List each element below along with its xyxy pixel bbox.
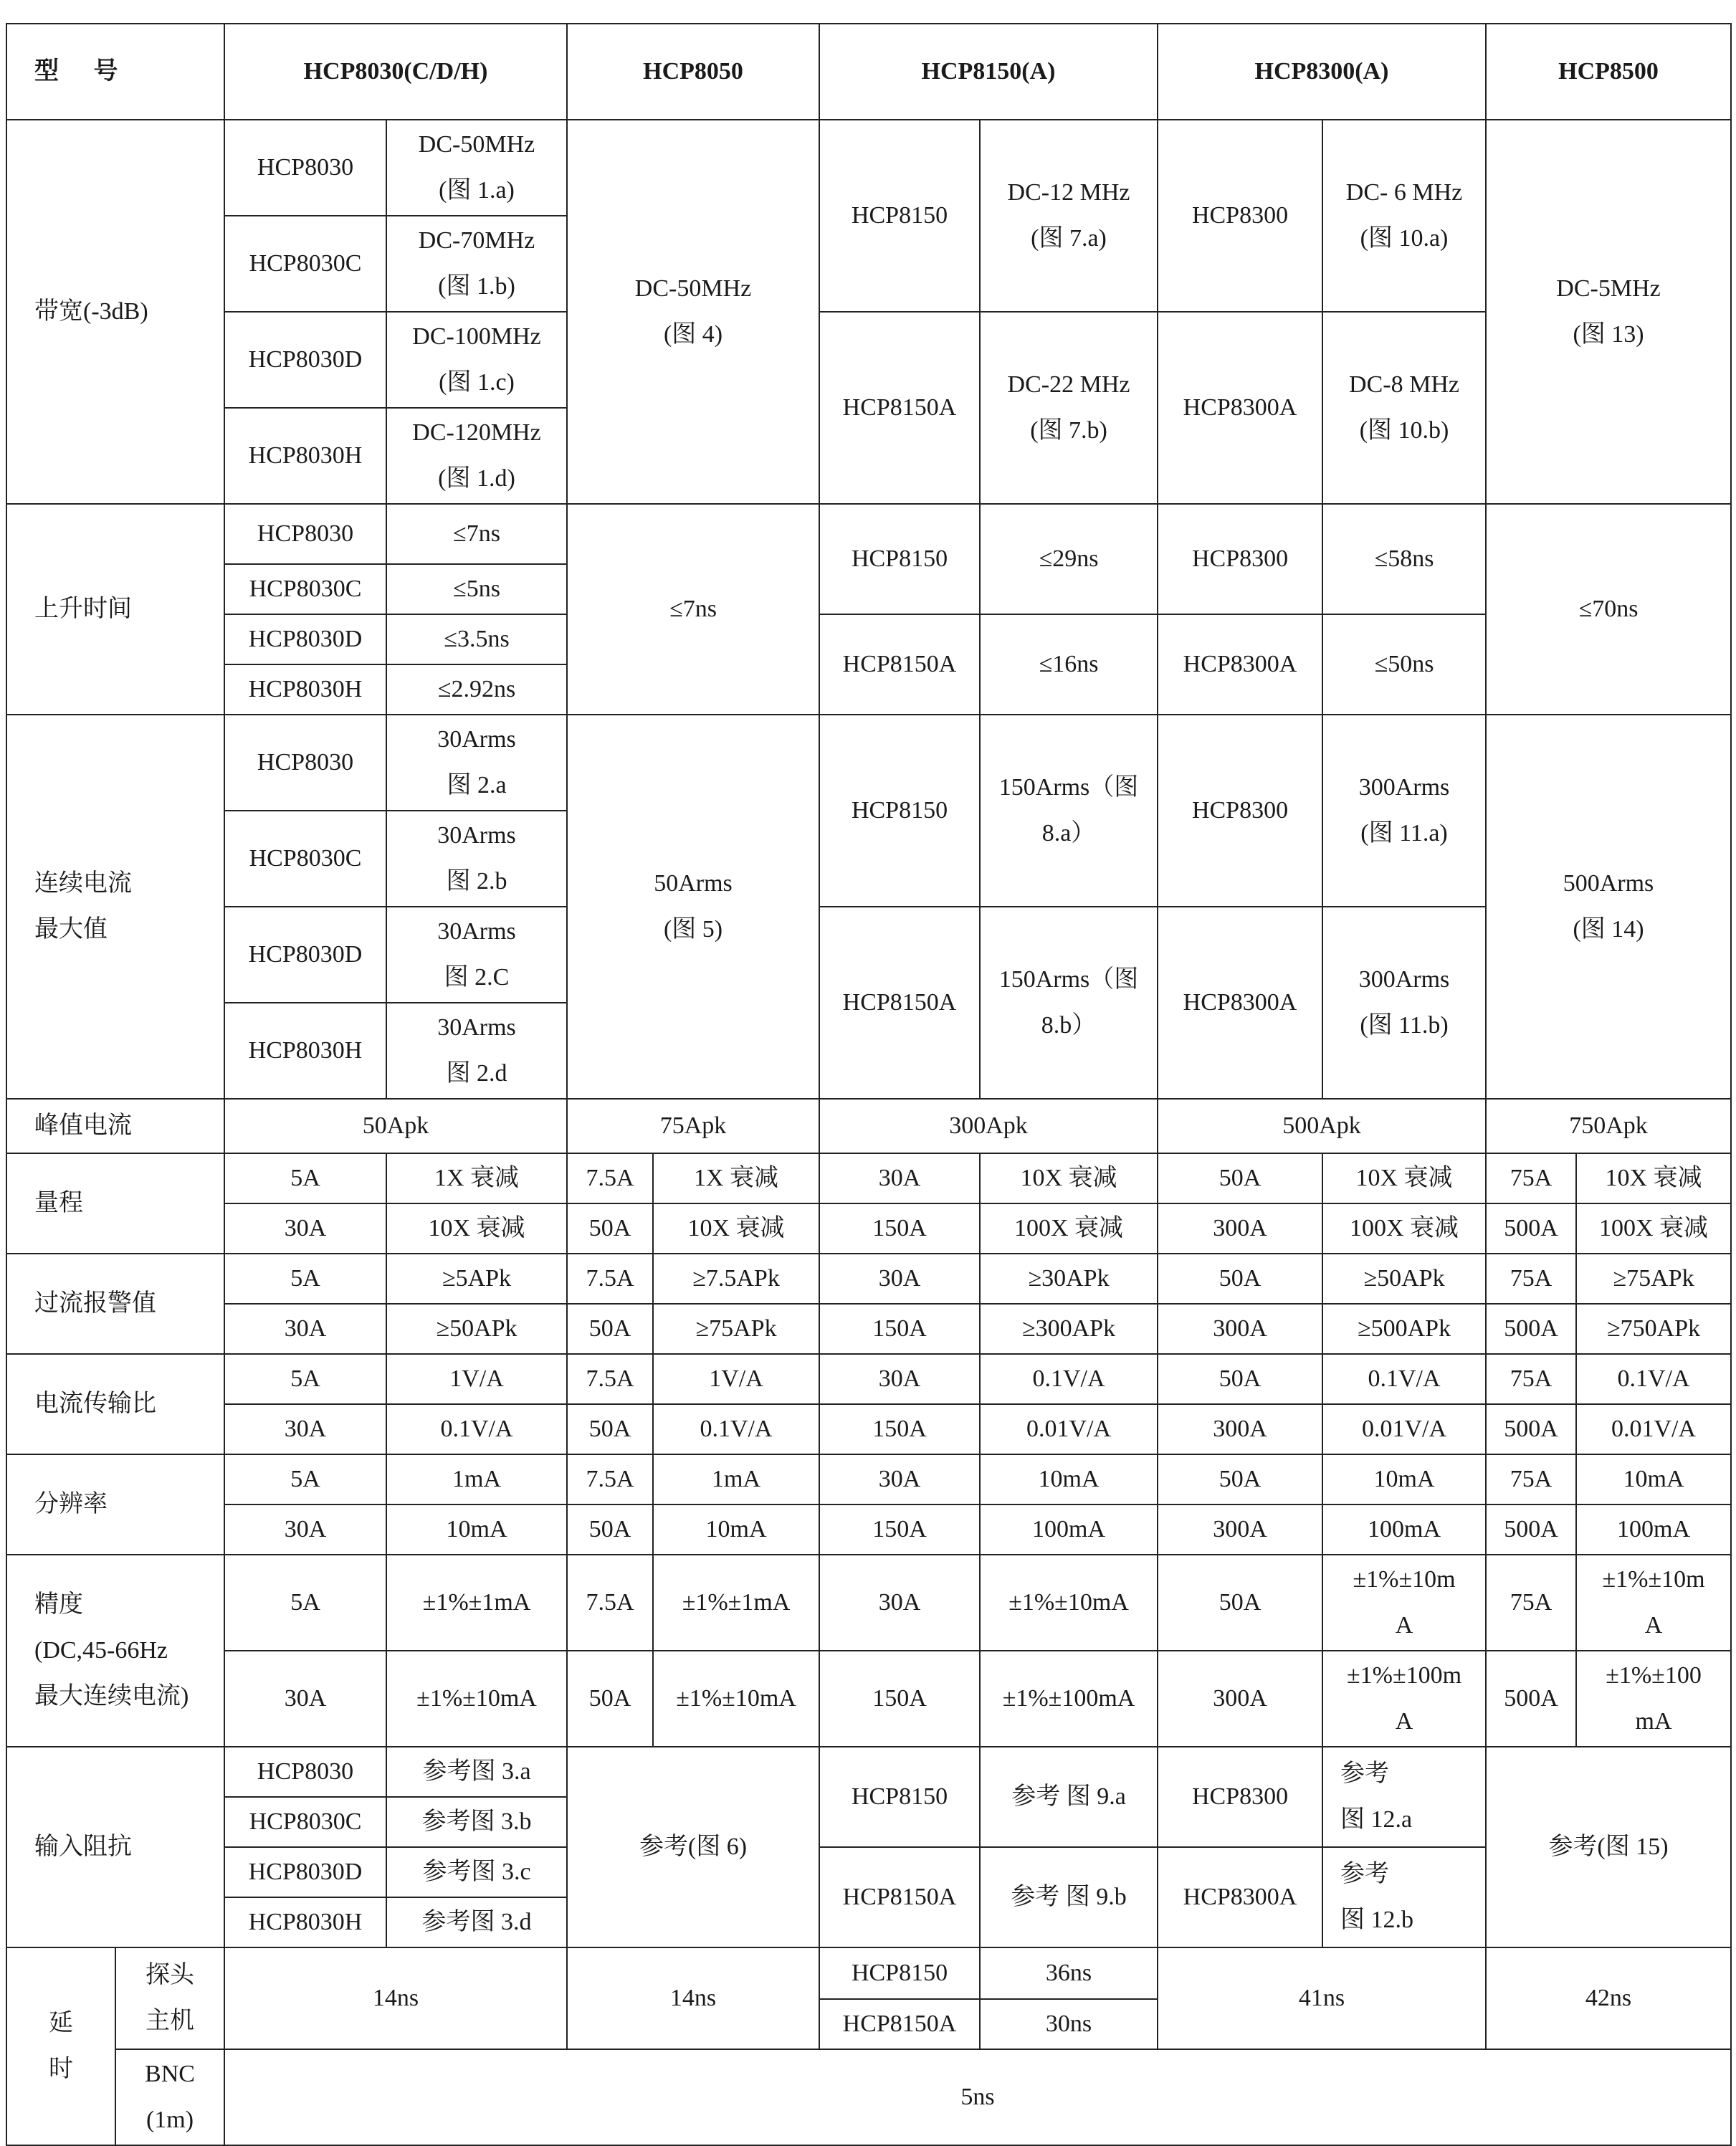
value-cell: 500A [1486, 1504, 1576, 1555]
value-cell: 14ns [567, 1947, 819, 2049]
model-cell: HCP8030C [224, 1797, 386, 1847]
value-cell: 100X 衰减 [980, 1203, 1158, 1254]
value-cell: 30Arms 图 2.C [386, 907, 567, 1003]
value-cell: 30ns [980, 1999, 1158, 2049]
value-cell: 41ns [1158, 1947, 1486, 2049]
transfer-ratio-row [6, 1404, 1731, 1454]
value-cell: ≤58ns [1322, 504, 1486, 614]
value-cell: ≤2.92ns [386, 664, 567, 715]
model-cell: HCP8300A [1158, 312, 1322, 504]
value-cell: 1X 衰减 [653, 1153, 819, 1203]
value-cell: 30Arms 图 2.a [386, 715, 567, 811]
model-cell: HCP8030 [224, 504, 386, 564]
delay-probe-label: 探头 主机 [115, 1947, 224, 2049]
value-cell: ≤29ns [980, 504, 1158, 614]
value-cell: 参考(图 6) [567, 1747, 819, 1947]
value-cell: ≥300APk [980, 1304, 1158, 1354]
transfer-ratio-label: 电流传输比 [6, 1354, 224, 1454]
value-cell: 500A [1486, 1651, 1576, 1747]
value-cell: 150Arms（图 8.a） [980, 715, 1158, 907]
value-cell: 150A [819, 1404, 980, 1454]
header-model-hcp8050: HCP8050 [567, 24, 819, 120]
model-cell: HCP8150 [819, 715, 980, 907]
model-cell: HCP8300 [1158, 504, 1322, 614]
value-cell: 100mA [1322, 1504, 1486, 1555]
value-cell: 参考 图 9.b [980, 1847, 1158, 1947]
value-cell: 5ns [224, 2049, 1731, 2145]
delay-row [6, 1947, 1731, 1999]
value-cell: 50A [567, 1651, 653, 1747]
model-cell: HCP8030 [224, 120, 386, 216]
value-cell: 30A [224, 1504, 386, 1555]
value-cell: 1X 衰减 [386, 1153, 567, 1203]
value-cell: 300A [1158, 1651, 1322, 1747]
value-cell: 300A [1158, 1203, 1322, 1254]
value-cell: ≥500APk [1322, 1304, 1486, 1354]
bandwidth-row [6, 120, 1731, 216]
model-cell: HCP8150 [819, 1747, 980, 1847]
value-cell: 30A [819, 1454, 980, 1504]
value-cell: 5A [224, 1254, 386, 1304]
value-cell: 0.01V/A [1576, 1404, 1731, 1454]
value-cell: 100mA [1576, 1504, 1731, 1555]
value-cell: 7.5A [567, 1454, 653, 1504]
value-cell: ≤50ns [1322, 614, 1486, 715]
value-cell: 7.5A [567, 1254, 653, 1304]
model-cell: HCP8150 [819, 1947, 980, 1999]
value-cell: 0.01V/A [1322, 1404, 1486, 1454]
value-cell: 300Arms (图 11.a) [1322, 715, 1486, 907]
model-cell: HCP8030D [224, 614, 386, 664]
value-cell: 30A [819, 1555, 980, 1651]
value-cell: 150A [819, 1203, 980, 1254]
value-cell: DC-70MHz (图 1.b) [386, 216, 567, 312]
value-cell: 30A [819, 1254, 980, 1304]
model-cell: HCP8300A [1158, 614, 1322, 715]
model-cell: HCP8150A [819, 614, 980, 715]
value-cell: 30A [819, 1354, 980, 1404]
value-cell: 50Apk [224, 1099, 567, 1153]
value-cell: 300A [1158, 1404, 1322, 1454]
continuous-current-label: 连续电流 最大值 [6, 715, 224, 1099]
value-cell: 5A [224, 1354, 386, 1404]
value-cell: DC-100MHz (图 1.c) [386, 312, 567, 408]
model-cell: HCP8300 [1158, 120, 1322, 312]
value-cell: 5A [224, 1153, 386, 1203]
model-cell: HCP8300 [1158, 1747, 1322, 1847]
overcurrent-label: 过流报警值 [6, 1254, 224, 1354]
value-cell: 参考 图 12.b [1322, 1847, 1486, 1947]
value-cell: 75Apk [567, 1099, 819, 1153]
accuracy-label: 精度 (DC,45-66Hz 最大连续电流) [6, 1555, 224, 1747]
value-cell: DC-5MHz (图 13) [1486, 120, 1731, 504]
value-cell: 300Arms (图 11.b) [1322, 907, 1486, 1099]
value-cell: 50A [567, 1404, 653, 1454]
resolution-row [6, 1504, 1731, 1555]
overcurrent-row [6, 1254, 1731, 1304]
model-cell: HCP8030 [224, 715, 386, 811]
value-cell: ≥50APk [1322, 1254, 1486, 1304]
value-cell: 10X 衰减 [1576, 1153, 1731, 1203]
value-cell: 50A [567, 1504, 653, 1555]
model-cell: HCP8030D [224, 1847, 386, 1897]
value-cell: 50A [1158, 1254, 1322, 1304]
value-cell: 0.01V/A [980, 1404, 1158, 1454]
value-cell: 75A [1486, 1153, 1576, 1203]
value-cell: 30A [819, 1153, 980, 1203]
header-label: 型 号 [6, 24, 224, 120]
value-cell: 5A [224, 1555, 386, 1651]
value-cell: ≤7ns [386, 504, 567, 564]
header-row [6, 24, 1731, 120]
value-cell: 75A [1486, 1454, 1576, 1504]
model-cell: HCP8030C [224, 216, 386, 312]
value-cell: 75A [1486, 1555, 1576, 1651]
value-cell: 30A [224, 1404, 386, 1454]
value-cell: 30Arms 图 2.b [386, 811, 567, 907]
header-model-hcp8500: HCP8500 [1486, 24, 1731, 120]
value-cell: DC- 6 MHz (图 10.a) [1322, 120, 1486, 312]
value-cell: 参考 图 12.a [1322, 1747, 1486, 1847]
resolution-row [6, 1454, 1731, 1504]
value-cell: ≤16ns [980, 614, 1158, 715]
resolution-label: 分辨率 [6, 1454, 224, 1555]
value-cell: 1V/A [653, 1354, 819, 1404]
value-cell: 7.5A [567, 1153, 653, 1203]
input-impedance-row [6, 1747, 1731, 1797]
spec-table [6, 23, 1732, 2146]
transfer-ratio-row [6, 1354, 1731, 1404]
value-cell: 500Arms (图 14) [1486, 715, 1731, 1099]
model-cell: HCP8030H [224, 408, 386, 504]
range-row [6, 1203, 1731, 1254]
accuracy-row [6, 1555, 1731, 1651]
value-cell: ±1%±10mA [653, 1651, 819, 1747]
value-cell: ≤5ns [386, 564, 567, 614]
value-cell: 150A [819, 1651, 980, 1747]
value-cell: 50A [1158, 1153, 1322, 1203]
input-impedance-row [6, 1847, 1731, 1897]
range-row [6, 1153, 1731, 1203]
value-cell: 10mA [386, 1504, 567, 1555]
value-cell: DC-12 MHz (图 7.a) [980, 120, 1158, 312]
value-cell: 75A [1486, 1354, 1576, 1404]
value-cell: 参考图 3.c [386, 1847, 567, 1897]
range-label: 量程 [6, 1153, 224, 1254]
value-cell: 10X 衰减 [980, 1153, 1158, 1203]
delay-bnc-label: BNC (1m) [115, 2049, 224, 2145]
value-cell: 300A [1158, 1304, 1322, 1354]
value-cell: DC-120MHz (图 1.d) [386, 408, 567, 504]
model-cell: HCP8030H [224, 1003, 386, 1099]
value-cell: 150Arms（图 8.b） [980, 907, 1158, 1099]
value-cell: 5A [224, 1454, 386, 1504]
value-cell: 150A [819, 1304, 980, 1354]
overcurrent-row [6, 1304, 1731, 1354]
header-model-hcp8300: HCP8300(A) [1158, 24, 1486, 120]
model-cell: HCP8030C [224, 564, 386, 614]
model-cell: HCP8300A [1158, 1847, 1322, 1947]
peak-current-row [6, 1099, 1731, 1153]
value-cell: 50Arms (图 5) [567, 715, 819, 1099]
model-cell: HCP8150A [819, 1999, 980, 2049]
value-cell: ≥75APk [653, 1304, 819, 1354]
header-model-hcp8030: HCP8030(C/D/H) [224, 24, 567, 120]
value-cell: 10X 衰减 [1322, 1153, 1486, 1203]
value-cell: 参考图 3.b [386, 1797, 567, 1847]
peak-current-label: 峰值电流 [6, 1099, 224, 1153]
value-cell: ±1%±100mA [980, 1651, 1158, 1747]
value-cell: ≤7ns [567, 504, 819, 715]
value-cell: 100X 衰减 [1322, 1203, 1486, 1254]
value-cell: 参考 图 9.a [980, 1747, 1158, 1847]
value-cell: 7.5A [567, 1354, 653, 1404]
value-cell: ≤70ns [1486, 504, 1731, 715]
value-cell: 100mA [980, 1504, 1158, 1555]
value-cell: DC-8 MHz (图 10.b) [1322, 312, 1486, 504]
value-cell: 参考图 3.d [386, 1897, 567, 1947]
value-cell: 300A [1158, 1504, 1322, 1555]
value-cell: ≥5APk [386, 1254, 567, 1304]
value-cell: 75A [1486, 1254, 1576, 1304]
value-cell: 参考(图 15) [1486, 1747, 1731, 1947]
value-cell: 50A [1158, 1454, 1322, 1504]
delay-label: 延 时 [6, 1947, 115, 2145]
value-cell: 30A [224, 1651, 386, 1747]
model-cell: HCP8150A [819, 312, 980, 504]
value-cell: 10mA [980, 1454, 1158, 1504]
value-cell: 500A [1486, 1304, 1576, 1354]
accuracy-row [6, 1651, 1731, 1747]
value-cell: ≥30APk [980, 1254, 1158, 1304]
value-cell: 30Arms 图 2.d [386, 1003, 567, 1099]
value-cell: 50A [567, 1203, 653, 1254]
model-cell: HCP8030H [224, 664, 386, 715]
model-cell: HCP8030D [224, 907, 386, 1003]
value-cell: 0.1V/A [980, 1354, 1158, 1404]
model-cell: HCP8150A [819, 907, 980, 1099]
value-cell: 150A [819, 1504, 980, 1555]
bandwidth-label: 带宽(-3dB) [6, 120, 224, 504]
value-cell: 7.5A [567, 1555, 653, 1651]
model-cell: HCP8030C [224, 811, 386, 907]
continuous-current-row [6, 715, 1731, 811]
value-cell: 0.1V/A [386, 1404, 567, 1454]
value-cell: DC-22 MHz (图 7.b) [980, 312, 1158, 504]
model-cell: HCP8150 [819, 120, 980, 312]
value-cell: 1V/A [386, 1354, 567, 1404]
model-cell: HCP8300A [1158, 907, 1322, 1099]
value-cell: 50A [1158, 1555, 1322, 1651]
value-cell: ≥75APk [1576, 1254, 1731, 1304]
value-cell: 750Apk [1486, 1099, 1731, 1153]
input-impedance-label: 输入阻抗 [6, 1747, 224, 1947]
header-model-hcp8150: HCP8150(A) [819, 24, 1158, 120]
value-cell: 42ns [1486, 1947, 1731, 2049]
value-cell: ±1%±1mA [386, 1555, 567, 1651]
value-cell: 50A [1158, 1354, 1322, 1404]
value-cell: 500Apk [1158, 1099, 1486, 1153]
value-cell: 500A [1486, 1203, 1576, 1254]
value-cell: ≥7.5APk [653, 1254, 819, 1304]
value-cell: ≥50APk [386, 1304, 567, 1354]
value-cell: ±1%±100 mA [1576, 1651, 1731, 1747]
value-cell: 10mA [1322, 1454, 1486, 1504]
delay-row [6, 2049, 1731, 2145]
value-cell: 1mA [386, 1454, 567, 1504]
model-cell: HCP8150A [819, 1847, 980, 1947]
value-cell: 300Apk [819, 1099, 1158, 1153]
continuous-current-row [6, 907, 1731, 1003]
model-cell: HCP8030 [224, 1747, 386, 1797]
value-cell: ±1%±10m A [1576, 1555, 1731, 1651]
value-cell: 10mA [653, 1504, 819, 1555]
model-cell: HCP8030H [224, 1897, 386, 1947]
model-cell: HCP8150 [819, 504, 980, 614]
value-cell: 0.1V/A [1576, 1354, 1731, 1404]
rise-time-row [6, 504, 1731, 564]
value-cell: 30A [224, 1203, 386, 1254]
value-cell: DC-50MHz (图 1.a) [386, 120, 567, 216]
value-cell: DC-50MHz (图 4) [567, 120, 819, 504]
model-cell: HCP8030D [224, 312, 386, 408]
value-cell: 30A [224, 1304, 386, 1354]
value-cell: 10X 衰减 [653, 1203, 819, 1254]
value-cell: 500A [1486, 1404, 1576, 1454]
value-cell: 10mA [1576, 1454, 1731, 1504]
value-cell: 14ns [224, 1947, 567, 2049]
value-cell: ±1%±1mA [653, 1555, 819, 1651]
value-cell: 参考图 3.a [386, 1747, 567, 1797]
value-cell: 1mA [653, 1454, 819, 1504]
rise-time-row [6, 614, 1731, 664]
rise-time-label: 上升时间 [6, 504, 224, 715]
value-cell: ≥750APk [1576, 1304, 1731, 1354]
value-cell: ±1%±10mA [980, 1555, 1158, 1651]
value-cell: ±1%±10mA [386, 1651, 567, 1747]
value-cell: 100X 衰减 [1576, 1203, 1731, 1254]
value-cell: ≤3.5ns [386, 614, 567, 664]
value-cell: ±1%±10m A [1322, 1555, 1486, 1651]
value-cell: 36ns [980, 1947, 1158, 1999]
value-cell: 0.1V/A [653, 1404, 819, 1454]
bandwidth-row [6, 312, 1731, 408]
value-cell: 10X 衰减 [386, 1203, 567, 1254]
model-cell: HCP8300 [1158, 715, 1322, 907]
value-cell: 0.1V/A [1322, 1354, 1486, 1404]
value-cell: ±1%±100m A [1322, 1651, 1486, 1747]
value-cell: 50A [567, 1304, 653, 1354]
